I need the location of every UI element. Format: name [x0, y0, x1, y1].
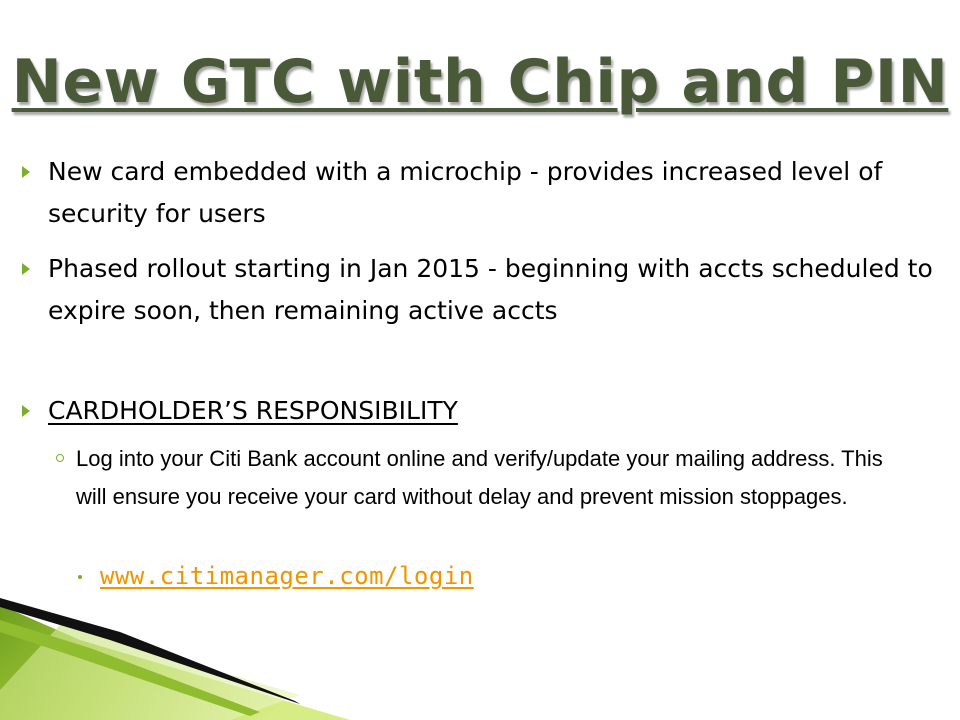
bullet-text-2: Phased rollout starting in Jan 2015 - beginning with accts scheduled to expire soon, then remaining active accts — [48, 254, 933, 325]
bullet-item-2 — [22, 248, 942, 332]
circle-icon — [56, 454, 64, 462]
sub-bullet-item — [50, 440, 910, 516]
bullet-text-1: New card embedded with a microchip - provides increased level of security for users — [48, 157, 883, 228]
citimanager-login-link[interactable]: www.citimanager.com/login — [100, 562, 474, 590]
slide-title — [0, 42, 960, 122]
responsibility-heading: CARDHOLDER’S RESPONSIBILITY — [48, 396, 458, 425]
dot-icon — [78, 575, 82, 579]
triangle-right-icon — [22, 405, 30, 417]
bullet-item-1 — [22, 151, 942, 235]
slide-title-text: New GTC with Chip and PIN — [11, 47, 949, 117]
bullet-item-3 — [22, 390, 942, 432]
sub-bullet-text: Log into your Citi Bank account online and verify/update your mailing address. This will ensure you receive your card without delay and prevent mission stoppages. — [76, 446, 883, 509]
triangle-right-icon — [22, 166, 30, 178]
triangle-right-icon — [22, 263, 30, 275]
sub-sub-bullet-item — [78, 558, 474, 594]
